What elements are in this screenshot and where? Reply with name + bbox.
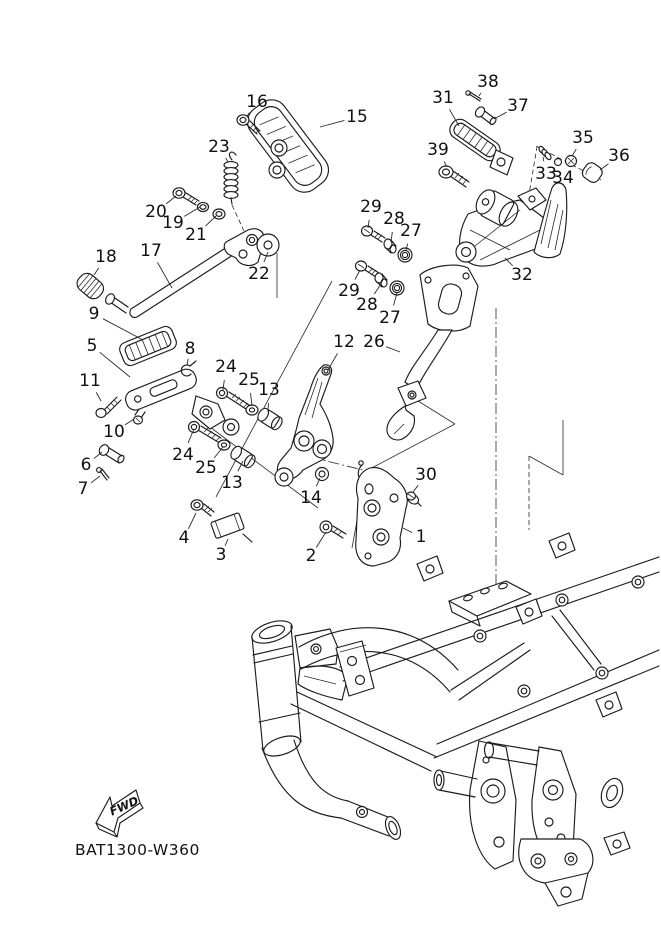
part-label: 10	[103, 422, 125, 442]
part-label: 35	[572, 128, 594, 148]
part-label: 15	[346, 107, 368, 127]
part-label: 18	[95, 247, 117, 267]
passenger-bracket	[456, 183, 567, 266]
footrest-cotter	[466, 91, 481, 101]
footrest-bolt	[96, 397, 121, 418]
leader-line	[214, 447, 223, 458]
part-label: 16	[246, 92, 268, 112]
part-label: 26	[363, 332, 385, 352]
guard-grommet-upper	[398, 248, 412, 262]
part-label: 14	[300, 488, 322, 508]
pedal-rubber	[74, 270, 107, 302]
motorcycle-frame	[249, 533, 659, 906]
guard-collar-upper	[384, 239, 396, 253]
leader-line	[226, 158, 228, 162]
part-label: 4	[178, 528, 190, 548]
part-label: 36	[608, 146, 630, 166]
part-label: 34	[552, 168, 574, 188]
mount-plate	[356, 467, 408, 566]
leader-line	[205, 216, 216, 226]
assembly-lines	[210, 146, 601, 585]
part-label: 25	[238, 370, 260, 390]
part-label: 12	[333, 332, 355, 352]
part-label: 11	[79, 371, 101, 391]
leader-line	[184, 207, 200, 216]
leader-line	[479, 93, 481, 96]
part-label: 29	[360, 197, 382, 217]
guard-bolt-upper	[362, 226, 386, 242]
leader-line	[413, 485, 418, 492]
leader-line	[328, 353, 338, 370]
bracket-nut	[316, 468, 329, 481]
leader-line	[187, 359, 188, 365]
leader-line	[320, 120, 344, 127]
leader-line	[355, 270, 360, 279]
part-label: 24	[172, 445, 194, 465]
leader-line	[386, 347, 400, 352]
brake-switch	[210, 512, 252, 542]
leader-line	[94, 268, 99, 275]
part-label: 37	[507, 96, 529, 116]
part-label: 7	[77, 479, 89, 499]
part-label: 8	[184, 339, 196, 359]
part-label: 3	[215, 545, 227, 565]
clevis-pin	[97, 443, 125, 464]
brake-pedal	[104, 229, 265, 318]
fwd-label: FWD	[107, 793, 141, 819]
part-label: 28	[383, 209, 405, 229]
leader-line	[250, 393, 252, 406]
diagram-caption: BAT1300-W360	[75, 841, 200, 859]
guard-grommet-lower	[390, 281, 404, 295]
part-label: 24	[215, 357, 237, 377]
part-label: 22	[248, 264, 270, 284]
leader-line	[403, 528, 412, 533]
leader-line	[316, 532, 326, 548]
bracket-washer-lower	[218, 440, 230, 450]
pivot-bolt	[173, 188, 199, 205]
return-spring	[224, 152, 238, 204]
detent-pin	[566, 156, 577, 167]
leader-line	[94, 452, 102, 459]
leader-line	[157, 262, 172, 288]
bracket-washer-upper	[246, 405, 258, 415]
part-label: 17	[140, 241, 162, 261]
cotter-pin	[97, 468, 109, 480]
part-label: 9	[88, 304, 100, 324]
part-label: 25	[195, 458, 217, 478]
leader-line	[103, 319, 143, 340]
part-label: 27	[400, 221, 422, 241]
leader-line	[125, 419, 134, 425]
leader-line	[543, 157, 544, 161]
footrest-pin	[474, 105, 498, 125]
switch-bolt	[191, 500, 214, 516]
leader-line	[374, 284, 381, 294]
part-label: 20	[145, 202, 167, 222]
passenger-bracket-bolt	[439, 166, 469, 187]
plate-screw	[406, 492, 421, 506]
part-label: 29	[338, 281, 360, 301]
part-label: 33	[535, 164, 557, 184]
part-label: 27	[379, 308, 401, 328]
part-label: 19	[162, 213, 184, 233]
part-label: 21	[185, 225, 207, 245]
fwd-arrow	[96, 790, 143, 837]
part-label: 1	[415, 527, 427, 547]
bracket-bolt-upper	[217, 388, 250, 410]
guard-collar-lower	[375, 273, 387, 287]
part-label: 23	[208, 137, 230, 157]
part-label: 38	[477, 72, 499, 92]
footrest-screw	[134, 409, 146, 424]
part-label: 2	[305, 546, 317, 566]
part-label: 6	[80, 455, 92, 475]
callout-layer	[78, 72, 630, 566]
passenger-footrest	[446, 116, 513, 175]
leader-line	[494, 112, 507, 119]
part-label: 30	[415, 465, 437, 485]
detent-spring	[538, 145, 553, 160]
part-label: 5	[86, 336, 98, 356]
leader-line	[188, 513, 196, 529]
leader-line	[166, 196, 176, 204]
part-label: 31	[432, 88, 454, 108]
damper-upper	[256, 406, 285, 431]
leader-line	[572, 149, 576, 156]
leader-line	[96, 392, 101, 401]
part-label: 32	[511, 265, 533, 285]
part-label: 13	[221, 473, 243, 493]
leader-line	[91, 476, 100, 483]
part-label: 28	[356, 295, 378, 315]
part-label: 13	[258, 380, 280, 400]
end-cap	[580, 160, 604, 184]
part-label: 39	[427, 140, 449, 160]
